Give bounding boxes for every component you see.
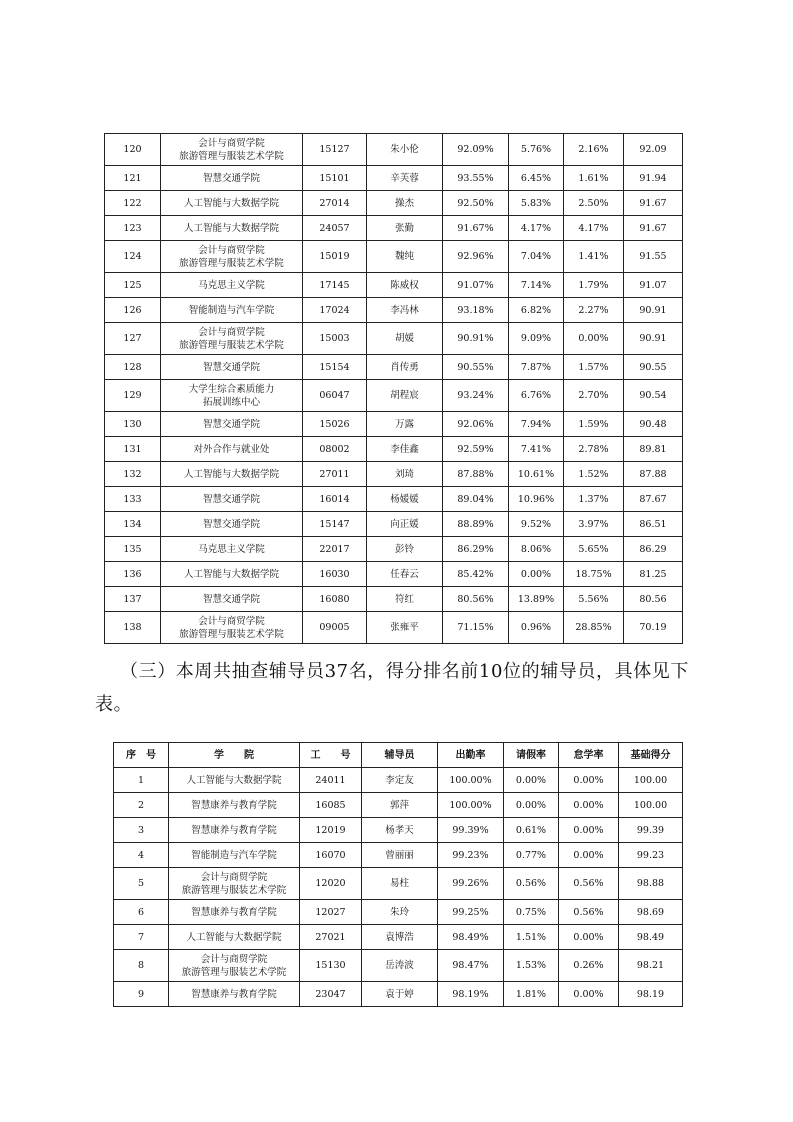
score-cell: 91.94 — [624, 166, 683, 191]
id-cell: 23047 — [300, 982, 362, 1007]
score-cell: 91.67 — [624, 191, 683, 216]
id-cell: 27021 — [300, 925, 362, 950]
table-row — [105, 191, 683, 216]
attendance-cell: 86.29% — [443, 537, 509, 562]
leave-rate-cell: 7.04% — [509, 241, 564, 273]
id-cell: 12020 — [300, 868, 362, 900]
id-cell: 09005 — [303, 612, 367, 644]
college-cell: 会计与商贸学院 旅游管理与服装艺术学院 — [161, 323, 303, 355]
college-cell: 马克思主义学院 — [161, 273, 303, 298]
leave-rate-cell: 8.06% — [509, 537, 564, 562]
id-cell: 27014 — [303, 191, 367, 216]
college-cell: 人工智能与大数据学院 — [161, 562, 303, 587]
college-cell: 人工智能与大数据学院 — [161, 216, 303, 241]
table-row — [114, 793, 683, 818]
absence-rate-cell: 5.56% — [564, 587, 624, 612]
leave-rate-cell: 4.17% — [509, 216, 564, 241]
rank-cell: 131 — [105, 437, 161, 462]
rank-cell: 124 — [105, 241, 161, 273]
rank-cell: 130 — [105, 412, 161, 437]
absence-rate-cell: 18.75% — [564, 562, 624, 587]
counselor-name-cell: 陈威权 — [367, 273, 443, 298]
attendance-cell: 90.91% — [443, 323, 509, 355]
rank-cell: 123 — [105, 216, 161, 241]
score-cell: 98.69 — [619, 900, 683, 925]
score-cell: 91.55 — [624, 241, 683, 273]
attendance-cell: 91.07% — [443, 273, 509, 298]
header-score: 基础得分 — [619, 743, 683, 768]
table-row — [114, 818, 683, 843]
table-row — [114, 768, 683, 793]
leave-rate-cell: 5.76% — [509, 134, 564, 166]
absence-rate-cell: 0.00% — [559, 793, 619, 818]
attendance-cell: 93.18% — [443, 298, 509, 323]
leave-rate-cell: 13.89% — [509, 587, 564, 612]
absence-rate-cell: 2.50% — [564, 191, 624, 216]
table-row — [114, 925, 683, 950]
rank-cell: 136 — [105, 562, 161, 587]
table-row — [105, 462, 683, 487]
leave-rate-cell: 7.94% — [509, 412, 564, 437]
id-cell: 16014 — [303, 487, 367, 512]
attendance-cell: 92.06% — [443, 412, 509, 437]
score-cell: 87.88 — [624, 462, 683, 487]
header-leave: 请假率 — [504, 743, 559, 768]
absence-rate-cell: 1.59% — [564, 412, 624, 437]
counselor-name-cell: 李冯林 — [367, 298, 443, 323]
attendance-cell: 71.15% — [443, 612, 509, 644]
table-row — [105, 537, 683, 562]
id-cell: 16030 — [303, 562, 367, 587]
absence-rate-cell: 3.97% — [564, 512, 624, 537]
table-row — [114, 900, 683, 925]
score-cell: 89.81 — [624, 437, 683, 462]
absence-rate-cell: 0.00% — [559, 843, 619, 868]
table-row — [105, 612, 683, 644]
table-row — [114, 843, 683, 868]
attendance-cell: 88.89% — [443, 512, 509, 537]
leave-rate-cell: 7.41% — [509, 437, 564, 462]
college-cell: 智慧交通学院 — [161, 412, 303, 437]
attendance-cell: 92.96% — [443, 241, 509, 273]
rank-cell: 5 — [114, 868, 169, 900]
counselor-name-cell: 袁博浩 — [362, 925, 438, 950]
table-row — [105, 273, 683, 298]
counselor-name-cell: 向正媛 — [367, 512, 443, 537]
score-cell: 99.39 — [619, 818, 683, 843]
absence-rate-cell: 0.56% — [559, 868, 619, 900]
rank-cell: 135 — [105, 537, 161, 562]
college-cell: 对外合作与就业处 — [161, 437, 303, 462]
leave-rate-cell: 0.56% — [504, 868, 559, 900]
table-header-row — [114, 743, 683, 768]
table-row — [105, 437, 683, 462]
rank-cell: 7 — [114, 925, 169, 950]
score-cell: 100.00 — [619, 793, 683, 818]
score-cell: 90.91 — [624, 323, 683, 355]
attendance-cell: 98.19% — [438, 982, 504, 1007]
leave-rate-cell: 9.52% — [509, 512, 564, 537]
rank-cell: 137 — [105, 587, 161, 612]
rank-cell: 132 — [105, 462, 161, 487]
table-row — [105, 166, 683, 191]
college-cell: 马克思主义学院 — [161, 537, 303, 562]
rank-cell: 138 — [105, 612, 161, 644]
counselor-name-cell: 曾丽丽 — [362, 843, 438, 868]
score-cell: 87.67 — [624, 487, 683, 512]
counselor-name-cell: 杨媛媛 — [367, 487, 443, 512]
counselor-name-cell: 杨孝天 — [362, 818, 438, 843]
leave-rate-cell: 10.96% — [509, 487, 564, 512]
id-cell: 16070 — [300, 843, 362, 868]
college-cell: 人工智能与大数据学院 — [169, 925, 300, 950]
counselor-name-cell: 魏纯 — [367, 241, 443, 273]
college-cell: 人工智能与大数据学院 — [161, 191, 303, 216]
leave-rate-cell: 9.09% — [509, 323, 564, 355]
counselor-name-cell: 辛芙蓉 — [367, 166, 443, 191]
id-cell: 24057 — [303, 216, 367, 241]
leave-rate-cell: 0.75% — [504, 900, 559, 925]
table-row — [105, 512, 683, 537]
counselor-name-cell: 易柱 — [362, 868, 438, 900]
counselor-name-cell: 刘琦 — [367, 462, 443, 487]
college-cell: 智慧交通学院 — [161, 512, 303, 537]
id-cell: 17024 — [303, 298, 367, 323]
ranking-table-body — [105, 134, 683, 644]
absence-rate-cell: 1.37% — [564, 487, 624, 512]
score-cell: 92.09 — [624, 134, 683, 166]
table-row — [105, 355, 683, 380]
absence-rate-cell: 2.70% — [564, 380, 624, 412]
score-cell: 91.67 — [624, 216, 683, 241]
rank-cell: 134 — [105, 512, 161, 537]
leave-rate-cell: 0.00% — [504, 793, 559, 818]
college-cell: 智能制造与汽车学院 — [161, 298, 303, 323]
id-cell: 17145 — [303, 273, 367, 298]
top-counselors-body — [114, 768, 683, 1007]
score-cell: 86.51 — [624, 512, 683, 537]
counselor-name-cell: 万露 — [367, 412, 443, 437]
attendance-cell: 93.24% — [443, 380, 509, 412]
absence-rate-cell: 0.26% — [559, 950, 619, 982]
college-cell: 智慧康养与教育学院 — [169, 793, 300, 818]
header-absent: 怠学率 — [559, 743, 619, 768]
attendance-cell: 99.25% — [438, 900, 504, 925]
table-row — [105, 562, 683, 587]
score-cell: 90.55 — [624, 355, 683, 380]
rank-cell: 1 — [114, 768, 169, 793]
absence-rate-cell: 0.00% — [559, 818, 619, 843]
attendance-cell: 99.39% — [438, 818, 504, 843]
score-cell: 99.23 — [619, 843, 683, 868]
absence-rate-cell: 2.16% — [564, 134, 624, 166]
attendance-cell: 98.49% — [438, 925, 504, 950]
attendance-cell: 92.09% — [443, 134, 509, 166]
counselor-name-cell: 岳涛波 — [362, 950, 438, 982]
table-row — [105, 323, 683, 355]
counselor-name-cell: 张勤 — [367, 216, 443, 241]
college-cell: 会计与商贸学院 旅游管理与服装艺术学院 — [161, 134, 303, 166]
score-cell: 80.56 — [624, 587, 683, 612]
counselor-name-cell: 李佳鑫 — [367, 437, 443, 462]
absence-rate-cell: 1.61% — [564, 166, 624, 191]
college-cell: 智慧交通学院 — [161, 487, 303, 512]
attendance-cell: 91.67% — [443, 216, 509, 241]
absence-rate-cell: 1.41% — [564, 241, 624, 273]
header-id: 工 号 — [300, 743, 362, 768]
id-cell: 12019 — [300, 818, 362, 843]
college-cell: 大学生综合素质能力 拓展训练中心 — [161, 380, 303, 412]
leave-rate-cell: 1.81% — [504, 982, 559, 1007]
ranking-table-continued — [104, 133, 683, 644]
score-cell: 98.88 — [619, 868, 683, 900]
absence-rate-cell: 5.65% — [564, 537, 624, 562]
score-cell: 81.25 — [624, 562, 683, 587]
counselor-name-cell: 彭铃 — [367, 537, 443, 562]
college-cell: 会计与商贸学院 旅游管理与服装艺术学院 — [169, 868, 300, 900]
attendance-cell: 92.59% — [443, 437, 509, 462]
top-counselors-table — [113, 742, 683, 1007]
absence-rate-cell: 2.27% — [564, 298, 624, 323]
rank-cell: 133 — [105, 487, 161, 512]
rank-cell: 121 — [105, 166, 161, 191]
attendance-cell: 80.56% — [443, 587, 509, 612]
rank-cell: 129 — [105, 380, 161, 412]
absence-rate-cell: 0.00% — [559, 925, 619, 950]
score-cell: 98.49 — [619, 925, 683, 950]
id-cell: 22017 — [303, 537, 367, 562]
id-cell: 15101 — [303, 166, 367, 191]
absence-rate-cell: 4.17% — [564, 216, 624, 241]
college-cell: 智慧康养与教育学院 — [169, 818, 300, 843]
leave-rate-cell: 7.14% — [509, 273, 564, 298]
attendance-cell: 87.88% — [443, 462, 509, 487]
college-cell: 智慧康养与教育学院 — [169, 900, 300, 925]
rank-cell: 126 — [105, 298, 161, 323]
absence-rate-cell: 28.85% — [564, 612, 624, 644]
absence-rate-cell: 0.00% — [564, 323, 624, 355]
counselor-name-cell: 张雍平 — [367, 612, 443, 644]
id-cell: 27011 — [303, 462, 367, 487]
table-row — [105, 134, 683, 166]
college-cell: 会计与商贸学院 旅游管理与服装艺术学院 — [169, 950, 300, 982]
id-cell: 15026 — [303, 412, 367, 437]
rank-cell: 127 — [105, 323, 161, 355]
id-cell: 16080 — [303, 587, 367, 612]
score-cell: 100.00 — [619, 768, 683, 793]
id-cell: 15003 — [303, 323, 367, 355]
rank-cell: 9 — [114, 982, 169, 1007]
table-row — [114, 982, 683, 1007]
attendance-cell: 99.23% — [438, 843, 504, 868]
id-cell: 15154 — [303, 355, 367, 380]
college-cell: 人工智能与大数据学院 — [161, 462, 303, 487]
attendance-cell: 99.26% — [438, 868, 504, 900]
header-college: 学 院 — [169, 743, 300, 768]
id-cell: 15130 — [300, 950, 362, 982]
counselor-name-cell: 操杰 — [367, 191, 443, 216]
rank-cell: 3 — [114, 818, 169, 843]
score-cell: 90.48 — [624, 412, 683, 437]
leave-rate-cell: 1.51% — [504, 925, 559, 950]
counselor-name-cell: 袁于婷 — [362, 982, 438, 1007]
attendance-cell: 90.55% — [443, 355, 509, 380]
absence-rate-cell: 0.56% — [559, 900, 619, 925]
college-cell: 智慧康养与教育学院 — [169, 982, 300, 1007]
attendance-cell: 100.00% — [438, 793, 504, 818]
absence-rate-cell: 1.52% — [564, 462, 624, 487]
score-cell: 86.29 — [624, 537, 683, 562]
leave-rate-cell: 0.96% — [509, 612, 564, 644]
absence-rate-cell: 1.57% — [564, 355, 624, 380]
score-cell: 90.91 — [624, 298, 683, 323]
score-cell: 70.19 — [624, 612, 683, 644]
table-row — [105, 298, 683, 323]
leave-rate-cell: 5.83% — [509, 191, 564, 216]
rank-cell: 122 — [105, 191, 161, 216]
rank-cell: 125 — [105, 273, 161, 298]
counselor-name-cell: 李定友 — [362, 768, 438, 793]
id-cell: 15147 — [303, 512, 367, 537]
counselor-name-cell: 符红 — [367, 587, 443, 612]
header-counselor: 辅导员 — [362, 743, 438, 768]
table-row — [105, 241, 683, 273]
section-paragraph — [95, 655, 705, 721]
attendance-cell: 92.50% — [443, 191, 509, 216]
id-cell: 15127 — [303, 134, 367, 166]
id-cell: 24011 — [300, 768, 362, 793]
score-cell: 90.54 — [624, 380, 683, 412]
attendance-cell: 89.04% — [443, 487, 509, 512]
score-cell: 91.07 — [624, 273, 683, 298]
attendance-cell: 100.00% — [438, 768, 504, 793]
table-row — [105, 412, 683, 437]
counselor-name-cell: 任春云 — [367, 562, 443, 587]
id-cell: 16085 — [300, 793, 362, 818]
paragraph-text: （三）本周共抽查辅导员37名，得分排名前10位的辅导员，具体见下表。 — [95, 661, 690, 715]
counselor-name-cell: 朱玲 — [362, 900, 438, 925]
leave-rate-cell: 0.00% — [504, 768, 559, 793]
rank-cell: 128 — [105, 355, 161, 380]
id-cell: 12027 — [300, 900, 362, 925]
score-cell: 98.21 — [619, 950, 683, 982]
leave-rate-cell: 0.77% — [504, 843, 559, 868]
leave-rate-cell: 1.53% — [504, 950, 559, 982]
college-cell: 智慧交通学院 — [161, 587, 303, 612]
table-row — [105, 216, 683, 241]
rank-cell: 120 — [105, 134, 161, 166]
leave-rate-cell: 0.00% — [509, 562, 564, 587]
absence-rate-cell: 2.78% — [564, 437, 624, 462]
rank-cell: 4 — [114, 843, 169, 868]
id-cell: 06047 — [303, 380, 367, 412]
counselor-name-cell: 肖传勇 — [367, 355, 443, 380]
table-row — [105, 380, 683, 412]
leave-rate-cell: 6.76% — [509, 380, 564, 412]
absence-rate-cell: 0.00% — [559, 982, 619, 1007]
id-cell: 15019 — [303, 241, 367, 273]
counselor-name-cell: 胡媛 — [367, 323, 443, 355]
college-cell: 人工智能与大数据学院 — [169, 768, 300, 793]
header-rank: 序 号 — [114, 743, 169, 768]
attendance-cell: 93.55% — [443, 166, 509, 191]
score-cell: 98.19 — [619, 982, 683, 1007]
absence-rate-cell: 1.79% — [564, 273, 624, 298]
college-cell: 智能制造与汽车学院 — [169, 843, 300, 868]
leave-rate-cell: 0.61% — [504, 818, 559, 843]
rank-cell: 8 — [114, 950, 169, 982]
table-row — [105, 487, 683, 512]
id-cell: 08002 — [303, 437, 367, 462]
leave-rate-cell: 6.82% — [509, 298, 564, 323]
header-attendance: 出勤率 — [438, 743, 504, 768]
college-cell: 智慧交通学院 — [161, 166, 303, 191]
attendance-cell: 98.47% — [438, 950, 504, 982]
table-row — [105, 587, 683, 612]
leave-rate-cell: 10.61% — [509, 462, 564, 487]
college-cell: 智慧交通学院 — [161, 355, 303, 380]
college-cell: 会计与商贸学院 旅游管理与服装艺术学院 — [161, 241, 303, 273]
rank-cell: 2 — [114, 793, 169, 818]
attendance-cell: 85.42% — [443, 562, 509, 587]
college-cell: 会计与商贸学院 旅游管理与服装艺术学院 — [161, 612, 303, 644]
leave-rate-cell: 6.45% — [509, 166, 564, 191]
absence-rate-cell: 0.00% — [559, 768, 619, 793]
leave-rate-cell: 7.87% — [509, 355, 564, 380]
counselor-name-cell: 胡程宸 — [367, 380, 443, 412]
counselor-name-cell: 朱小伦 — [367, 134, 443, 166]
counselor-name-cell: 郭萍 — [362, 793, 438, 818]
table-row — [114, 950, 683, 982]
table-row — [114, 868, 683, 900]
rank-cell: 6 — [114, 900, 169, 925]
